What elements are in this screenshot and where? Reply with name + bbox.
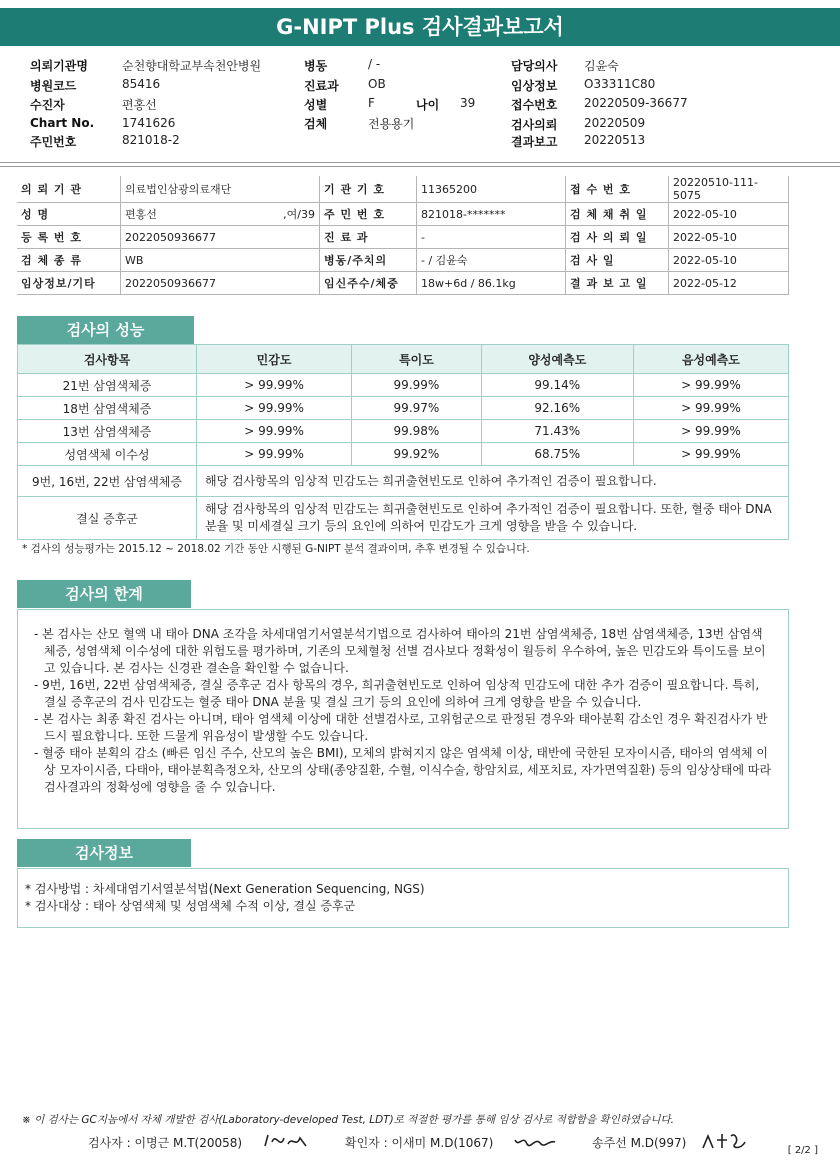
info-value: 11365200 [417, 176, 566, 203]
table-cell: 성염색체 이수성 [18, 443, 197, 466]
info-value: 2022050936677 [121, 272, 320, 295]
header-value: 전용용기 [368, 117, 415, 131]
limitations-list [18, 610, 788, 796]
table-row [17, 226, 789, 249]
header-value: O33311C80 [584, 77, 656, 91]
table-cell: 71.43% [481, 420, 633, 443]
table-row [18, 420, 789, 443]
info-value: 2022-05-10 [669, 226, 789, 249]
header-label: 나이 [416, 98, 440, 112]
confirmer-block [345, 1134, 493, 1151]
table-row [18, 497, 789, 540]
table-cell: 13번 삼염색체증 [18, 420, 197, 443]
header-value: 20220509 [584, 116, 646, 130]
info-value: WB [121, 249, 320, 272]
info-value: 2022050936677 [121, 226, 320, 249]
header-value: 1741626 [122, 116, 176, 130]
third-signer-block [592, 1134, 686, 1151]
header-label: 병원코드 [30, 79, 77, 93]
specimen-info-table [17, 176, 789, 295]
table-note: 해당 검사항목의 임상적 민감도는 희귀출현빈도로 인하여 추가적인 검증이 필요합니다. 또한, 혈중 태아 DNA 분율 및 미세결실 크기 등의 요인에 의하여 민감도가 크게 영향을 받을 수 있습니다. [197, 497, 789, 540]
table-cell: > 99.99% [197, 443, 352, 466]
confirmer-name: 확인자 : 이새미 M.D(1067) [345, 1136, 494, 1150]
table-cell: 99.98% [352, 420, 482, 443]
info-key: 결 과 보 고 일 [566, 272, 669, 295]
tester-signature-icon [262, 1130, 312, 1152]
header-label: 담당의사 [511, 59, 558, 73]
info-value: - / 김윤숙 [417, 249, 566, 272]
table-row [18, 466, 789, 497]
table-cell: > 99.99% [633, 443, 788, 466]
ldt-disclaimer: ※ 이 검사는 GC지놈에서 자체 개발한 검사(Laboratory-developed Test, LDT)로 적절한 평가를 통해 임상 검사로 적합함을 확인하였습니다. [22, 1114, 674, 1126]
table-row [17, 203, 789, 226]
performance-footnote: * 검사의 성능평가는 2015.12 ~ 2018.02 기간 동안 시행된 G-NIPT 분석 결과이며, 추후 변경될 수 있습니다. [22, 543, 530, 555]
header-label: Chart No. [30, 116, 95, 130]
signature-line [88, 1134, 242, 1151]
info-key: 성 명 [17, 203, 121, 226]
header-label: 진료과 [304, 79, 339, 93]
list-item: - 9번, 16번, 22번 삼염색체증, 결실 증후군 검사 항목의 경우, 희귀출현빈도로 인하여 임상적 민감도에 대한 추가 검증이 필요합니다. 특히, 결실 증후군의 검사 민감도는 혈중 태아 DNA 분율 및 결실 크기 등의 요인에 의하여 크게 영향을 받을 수 있습니다. [34, 678, 760, 709]
info-key: 임상정보/기타 [17, 272, 121, 295]
header-value: 85416 [122, 77, 161, 91]
header-label: 수진자 [30, 98, 65, 112]
info-value: 2022-05-12 [669, 272, 789, 295]
table-row [18, 443, 789, 466]
info-key: 검 체 종 류 [17, 249, 121, 272]
column-header: 민감도 [197, 345, 352, 374]
section-header-performance: 검사의 성능 [17, 316, 194, 344]
table-cell: > 99.99% [197, 374, 352, 397]
column-header: 검사항목 [18, 345, 197, 374]
info-key: 접 수 번 호 [566, 176, 669, 203]
tester-name: 검사자 : 이명근 M.T(20058) [88, 1136, 243, 1150]
table-cell: 18번 삼염색체증 [18, 397, 197, 420]
third-signature-icon [700, 1130, 748, 1152]
report-title: G-NIPT Plus 검사결과보고서 [0, 8, 840, 46]
header-label: 성별 [304, 98, 328, 112]
table-row [18, 397, 789, 420]
table-row [18, 374, 789, 397]
table-cell: 68.75% [481, 443, 633, 466]
test-target: * 검사대상 : 태아 상염색체 및 성염색체 수적 이상, 결실 증후군 [25, 899, 356, 913]
table-cell: > 99.99% [633, 420, 788, 443]
table-cell: 99.92% [352, 443, 482, 466]
info-value: - [417, 226, 566, 249]
info-key: 검 사 의 뢰 일 [566, 226, 669, 249]
info-value: 20220510-111-5075 [669, 176, 789, 203]
table-cell: > 99.99% [197, 397, 352, 420]
table-cell: > 99.99% [197, 420, 352, 443]
table-row [17, 272, 789, 295]
table-cell: > 99.99% [633, 374, 788, 397]
header-value: 821018-2 [122, 133, 180, 147]
list-item: - 본 검사는 산모 혈액 내 태아 DNA 조각을 차세대염기서열분석기법으로 검사하여 태아의 21번 삼염색체증, 18번 삼염색체증, 13번 삼염색체증, 성염색체 이수성에 대한 위험도를 평가하며, 기존의 모체혈청 선별 검사보다 정확성이 월등히 우수하여, 높은 민감도와 특이도를 보이고 있습니다. 본 검사는 신경관 결손을 확인할 수 없습니다. [34, 627, 766, 675]
info-value: 821018-******* [417, 203, 566, 226]
header-value: F [368, 96, 375, 110]
info-key: 병동/주치의 [320, 249, 417, 272]
table-row [17, 176, 789, 203]
header-label: 병동 [304, 59, 328, 73]
header-label: 검사의뢰 [511, 118, 558, 132]
info-key: 기 관 기 호 [320, 176, 417, 203]
test-method: * 검사방법 : 차세대염기서열분석법(Next Generation Sequencing, NGS) [25, 882, 425, 896]
header-label: 결과보고 [511, 135, 558, 149]
header-value: / - [368, 57, 381, 71]
header-value: OB [368, 77, 386, 91]
table-header-row [18, 345, 789, 374]
list-item: - 본 검사는 최종 확진 검사는 아니며, 태아 염색체 이상에 대한 선별검사로, 고위험군으로 판정된 경우와 태아분획 감소인 경우 확진검사가 반드시 필요합니다. 또한 드물게 위음성이 발생할 수도 있습니다. [34, 712, 768, 743]
info-key: 검 사 일 [566, 249, 669, 272]
header-label: 의뢰기관명 [30, 59, 88, 73]
info-key: 진 료 과 [320, 226, 417, 249]
table-cell: 결실 증후군 [18, 497, 197, 540]
table-cell: 92.16% [481, 397, 633, 420]
column-header: 특이도 [352, 345, 482, 374]
info-value: 의료법인삼광의료재단 [121, 176, 320, 203]
column-header: 음성예측도 [633, 345, 788, 374]
patient-name: 편홍선 [125, 208, 157, 221]
table-row [17, 249, 789, 272]
header-label: 임상정보 [511, 79, 558, 93]
header-divider [0, 162, 840, 163]
list-item: - 혈중 태아 분획의 감소 (빠른 임신 주수, 산모의 높은 BMI), 모체의 밝혀지지 않은 염색체 이상, 태반에 국한된 모자이시즘, 태아의 염색체 이상 모자이시즘, 다태아, 태아분획측정오차, 산모의 상태(종양질환, 수혈, 이식수술, 항암치료, 세포치료, 자가면역질환) 등의 임상상태에 따라 검사결과의 정확성에 영향을 줄 수 있습니다. [34, 746, 772, 794]
info-key: 임신주수/체중 [320, 272, 417, 295]
table-cell: 99.99% [352, 374, 482, 397]
section-header-limitations: 검사의 한계 [17, 580, 191, 608]
info-key: 검 체 채 취 일 [566, 203, 669, 226]
table-cell: > 99.99% [633, 397, 788, 420]
header-value: 김윤숙 [584, 59, 619, 73]
header-label: 접수번호 [511, 98, 558, 112]
header-value: 순천향대학교부속천안병원 [122, 59, 262, 73]
info-value: 2022-05-10 [669, 203, 789, 226]
column-header: 양성예측도 [481, 345, 633, 374]
info-value [121, 203, 320, 226]
header-value: 20220509-36677 [584, 96, 688, 110]
section-header-test-info: 검사정보 [17, 839, 191, 867]
header-divider [0, 166, 840, 167]
test-info-box [17, 868, 789, 928]
header-value: 39 [460, 96, 476, 110]
performance-table [17, 344, 789, 540]
limitations-box [17, 609, 789, 829]
table-cell: 21번 삼염색체증 [18, 374, 197, 397]
patient-sex-age: ,여/39 [283, 208, 315, 221]
table-cell: 99.14% [481, 374, 633, 397]
page-number: [ 2/2 ] [787, 1145, 818, 1156]
table-cell: 99.97% [352, 397, 482, 420]
third-signer-name: 송주선 M.D(997) [592, 1136, 687, 1150]
info-value: 18w+6d / 86.1kg [417, 272, 566, 295]
header-value: 20220513 [584, 133, 646, 147]
info-key: 주 민 번 호 [320, 203, 417, 226]
header-label: 검체 [304, 117, 328, 131]
confirmer-signature-icon [513, 1132, 557, 1150]
header-label: 주민번호 [30, 135, 77, 149]
info-key: 등 록 번 호 [17, 226, 121, 249]
info-key: 의 뢰 기 관 [17, 176, 121, 203]
header-value: 편홍선 [122, 98, 157, 112]
info-value: 2022-05-10 [669, 249, 789, 272]
table-cell: 9번, 16번, 22번 삼염색체증 [18, 466, 197, 497]
table-note: 해당 검사항목의 임상적 민감도는 희귀출현빈도로 인하여 추가적인 검증이 필요합니다. [197, 466, 789, 497]
